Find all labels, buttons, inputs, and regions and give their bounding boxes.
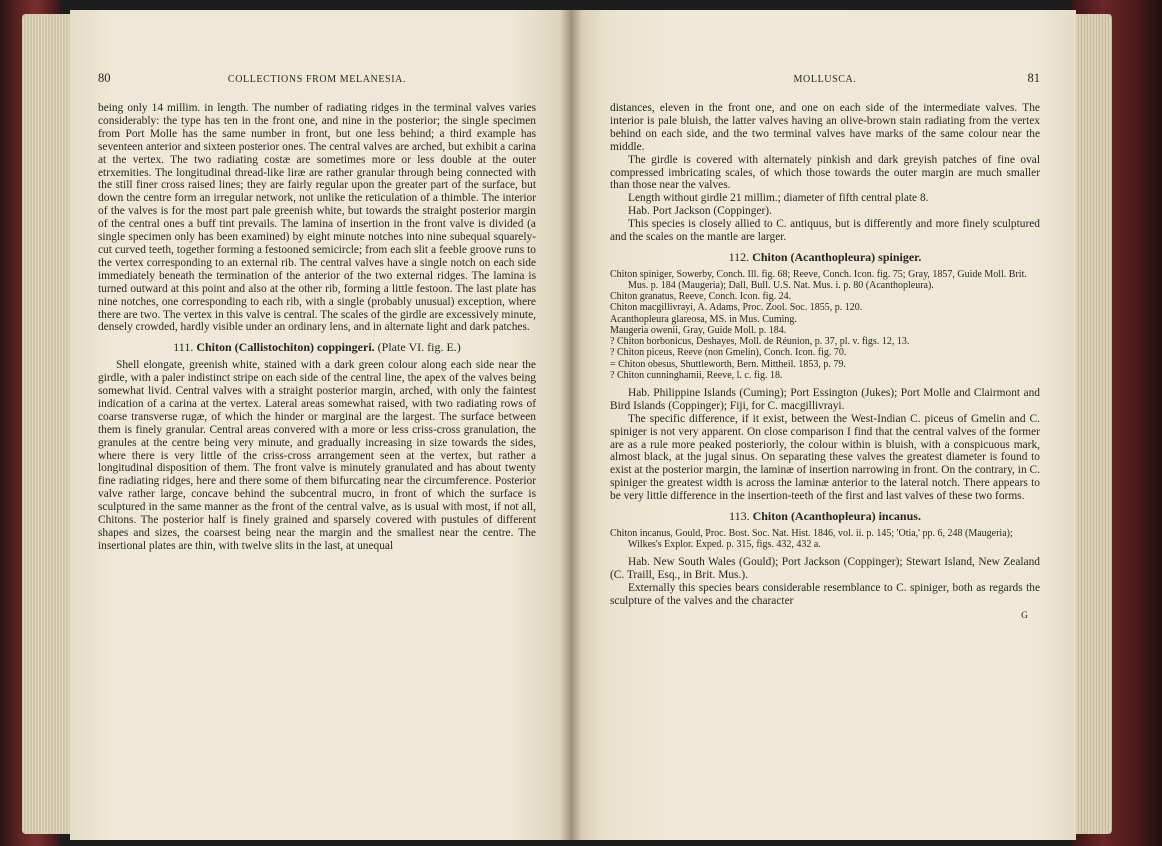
species-heading-113 [610,510,1040,523]
page-edges-right [1072,14,1112,834]
paragraph: Hab. Philippine Islands (Cuming); Port Essington (Jukes); Port Molle and Clairmont and Bird Islands (Coppinger); Fiji, for C. macgillivrayi. [610,386,1040,412]
synonym-line: Chiton spiniger, Sowerby, Conch. Ill. fig. 68; Reeve, Conch. Icon. fig. 75; Gray, 1857, Guide Moll. Brit. Mus. p. 184 (Maugeria); Dall, Bull. U.S. Nat. Mus. i. p. 80 (Acanthopleura). [610,268,1027,292]
synonym-line: Chiton granatus, Reeve, Conch. Icon. fig. 24. [610,291,792,303]
species-name: Chiton (Acanthopleura) spiniger. [752,249,922,264]
running-head: COLLECTIONS FROM MELANESIA. [227,74,407,85]
species-number: 111. [173,340,194,355]
synonym-line: Chiton macgillivrayi, A. Adams, Proc. Zool. Soc. 1855, p. 120. [610,302,863,314]
book-gutter [560,10,582,840]
species-name: Chiton (Acanthopleura) incanus. [752,509,921,524]
right-running-header [610,72,1040,88]
left-running-header [98,72,536,88]
synonym-line: Maugeria owenii, Gray, Guide Moll. p. 184. [610,324,787,336]
paragraph: Externally this species bears considerable resemblance to C. spiniger, both as regards the sculpture of the valves and the character [610,582,1040,608]
synonym-line: ? Chiton piceus, Reeve (non Gmelin), Conch. Icon. fig. 70. [610,347,847,359]
paragraph: Hab. New South Wales (Gould); Port Jackson (Coppinger); Stewart Island, New Zealand (C. Traill, Esq., in Brit. Mus.). [610,556,1040,582]
paragraph: Shell elongate, greenish white, stained with a dark green colour along each side near the girdle, with a paler indistinct stripe on each side of the central line, the apex of the valves being somewhat livid. Central valves with a straight posterior margin, arched, with only the faintest indication of a carina at the vertex. Lateral areas somewhat raised, with two radiating rows of coarse transverse rugæ, of which the hinder or marginal are the largest. The surface between them is finely granular. Central areas convered with a more or less criss-cross granulation, the granules at the centre being very minute, and gradually increasing in size towards the sides, where there is very little of the criss-cross arrangement seen at the vertex, but rather a longitudinal disposition of them. The front valve is minutely granulated and has about twenty fine radiating ridges, here and there some of them bifurcating near the circumference. Posterior valve rather large, concave behind the subcentral mucro, in front of which the surface is sculptured in the same manner as the front of the central valve, as is usual with most, if not all, Chitons. The posterior half is finely grained and sparsely covered with pustules of different shapes and sizes, the coarsest being near the margin and the smallest near the centre. The insertional plates are thin, with twelve slits in the last, at unequal [98,359,536,552]
page-number: 80 [98,71,111,85]
paragraph: distances, eleven in the front one, and one on each side of the intermediate valves. The interior is pale bluish, the latter valves having an olive-brown stain radiating from the vertex behind on each side, and the two terminal valves have marks of the same colour near the middle. [610,102,1040,153]
right-page-content [610,72,1040,623]
page-number: 81 [1027,71,1040,85]
species-heading-111 [98,341,536,354]
paragraph: This species is closely allied to C. antiquus, but is differently and more finely sculptured and the scales on the mantle are larger. [610,218,1040,244]
species-number: 112. [728,249,750,264]
signature-mark: G [1021,611,1028,621]
species-name: Chiton (Callistochiton) coppingeri. [196,340,375,355]
left-page-content [98,72,536,553]
paragraph: Hab. Port Jackson (Coppinger). [628,205,772,218]
species-number: 113. [729,509,750,524]
plate-reference: (Plate VI. fig. E.) [377,340,461,355]
paragraph: The specific difference, if it exist, between the West-Indian C. piceus of Gmelin and C. spiniger is not very apparent. On close comparison I find that the central valves of the former are as a rule more peaked posteriorly, the colour within is bluish, with a conspicuous mark, almost black, at the jugal sinus. On separating these valves the greatest diameter is found to exist at the posterior margin, the laminæ of insertion narrowing in front. On the contrary, in C. spiniger the greatest width is across the laminæ anterior to the lateral notch. There appears to be very little difference in the insertion-teeth of the first and last valves of these two forms. [610,412,1040,503]
paragraph: being only 14 millim. in length. The number of radiating ridges in the terminal valves varies considerably: the type has ten in the front one, and nine in the posterior; the single specimen from Port Molle has the same number in front, but one less behind; a third example has seventeen anterior and sixteen posterior ones. The central valves are arched, but exhibit a carina at the vertex. The two radiating costæ are sometimes more or less double at the outer etrxemities. The longitudinal thread-like liræ are rather granular through being connected with the still finer cross raised lines; they are fairly regular upon the greater part of the surface, but down the centre form an irregular network, not unlike the reticulation of a thimble. The interior of the valves is for the most part pale greenish white, but towards the straight posterior margin of the central ones a buff tint prevails. The lamina of insertion in the front valve is divided (a single specimen only has been examined) by eight minute notches into nine subequal squarely-cut curved teeth, together forming a festooned semicircle; from each slit a feeble groove runs to the vertex corresponding to an external rib. The central valves have a single notch on each side immediately beneath the termination of the anterior of the two external ridges. The lamina is turned outward at this point and also at the other rib, forming a little festoon. The last plate has nine notches, one corresponding to each rib, with a single (probably unusual) exception, where there are two. The vertex in this valve is central. The scales of the girdle are excessively minute, densely crowded, hardly visible under an ordinary lens, and in alternate light and dark patches. [98,102,536,334]
synonym-line: Chiton incanus, Gould, Proc. Bost. Soc. Nat. Hist. 1846, vol. ii. p. 145; 'Otia,' pp. 6, 248 (Maugeria); Wilkes's Explor. Exped. p. 315, figs. 432, 432 a. [610,527,1013,551]
paragraph: The girdle is covered with alternately pinkish and dark greyish patches of fine oval compressed imbricating scales, of which those towards the outer margin are much smaller than those near the valves. [610,153,1040,192]
running-head: MOLLUSCA. [793,74,857,85]
synonym-line: ? Chiton cunninghamii, Reeve, l. c. fig. 18. [610,369,783,381]
paragraph: Length without girdle 21 millim.; diameter of fifth central plate 8. [628,192,929,205]
species-heading-112 [610,251,1040,264]
synonym-line: ? Chiton borbonicus, Deshayes, Moll. de Réunion, p. 37, pl. v. figs. 12, 13. [610,336,910,348]
synonym-line: = Chiton obesus, Shuttleworth, Bern. Mittheil. 1853, p. 79. [610,358,846,370]
synonym-line: Acanthopleura glareosa, MS. in Mus. Cuming. [610,313,797,325]
